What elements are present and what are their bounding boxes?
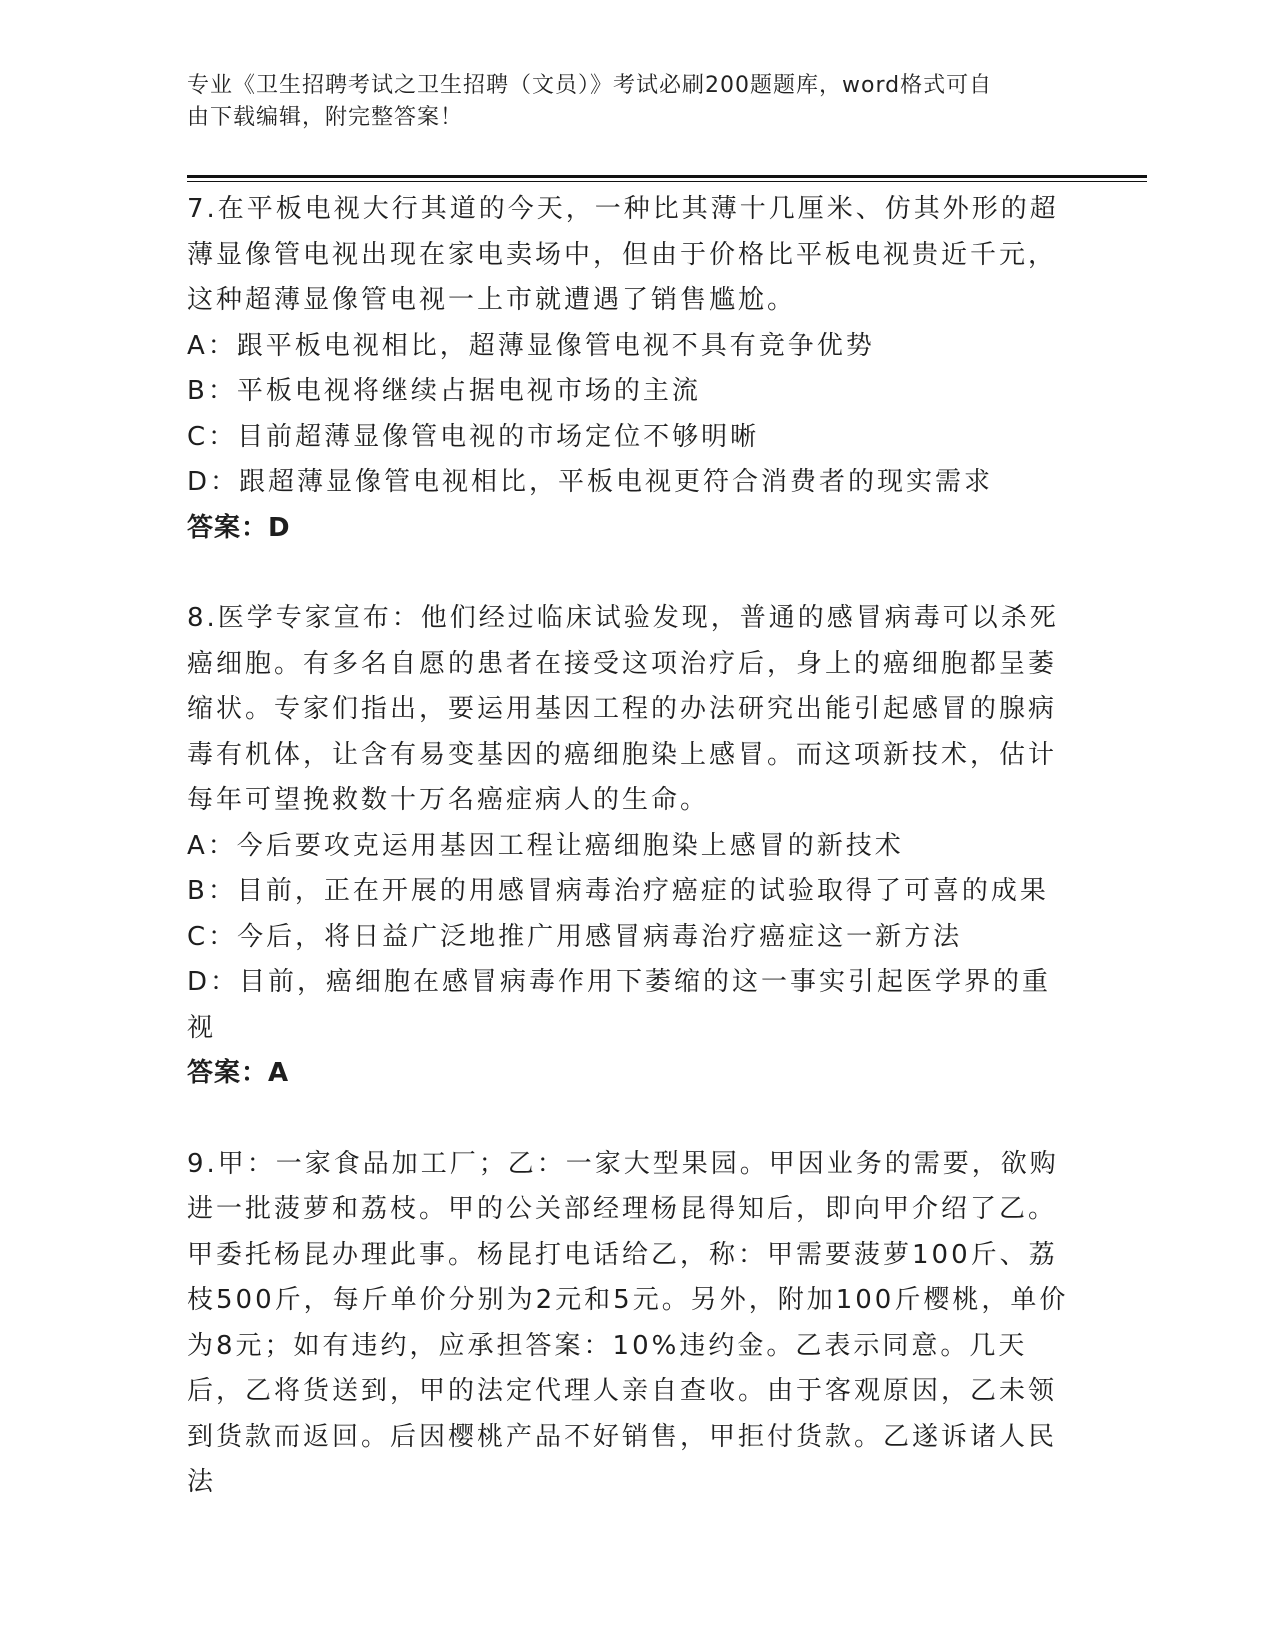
question-7 xyxy=(187,187,1077,551)
answer-label: 答案：D xyxy=(187,512,291,543)
option-b: B：目前，正在开展的用感冒病毒治疗癌症的试验取得了可喜的成果 xyxy=(187,876,1049,906)
header-divider xyxy=(187,175,1147,178)
option-a: A：今后要攻克运用基因工程让癌细胞染上感冒的新技术 xyxy=(187,830,904,861)
option-b: B：平板电视将继续占据电视市场的主流 xyxy=(187,376,701,406)
option-d: D：目前，癌细胞在感冒病毒作用下萎缩的这一事实引起医学界的重视 xyxy=(187,967,1052,1043)
header-title-line-1: 专业《卫生招聘考试之卫生招聘（文员）》考试必刷200题题库，word格式可自 xyxy=(187,73,993,98)
option-a: A：跟平板电视相比，超薄显像管电视不具有竞争优势 xyxy=(187,330,875,361)
option-d: D：跟超薄显像管电视相比，平板电视更符合消费者的现实需求 xyxy=(187,467,994,497)
question-stem: 9.甲：一家食品加工厂；乙：一家大型果园。甲因业务的需要，欲购进一批菠萝和荔枝。甲的公关部经理杨昆得知后，即向甲介绍了乙。甲委托杨昆办理此事。杨昆打电话给乙，称：甲需要菠萝100斤、荔枝500斤，每斤单价分别为2元和5元。另外，附加100斤樱桃，单价为8元；如有违约，应承担答案：10%违约金。乙表示同意。几天后，乙将货送到，甲的法定代理人亲自查收。由于客观原因，乙未领到货款而返回。后因樱桃产品不好销售，甲拒付货款。乙遂诉诸人民法 xyxy=(187,1148,1069,1497)
question-9 xyxy=(187,1142,1077,1506)
answer-label: 答案：A xyxy=(187,1058,290,1088)
question-list xyxy=(187,187,1077,1506)
question-stem: 7.在平板电视大行其道的今天，一种比其薄十几厘米、仿其外形的超薄显像管电视出现在家电卖场中，但由于价格比平板电视贵近千元，这种超薄显像管电视一上市就遭遇了销售尴尬。 xyxy=(187,194,1059,315)
document-header xyxy=(187,70,1067,134)
option-c: C：目前超薄显像管电视的市场定位不够明晰 xyxy=(187,421,760,452)
question-8 xyxy=(187,596,1077,1097)
header-title-line-2: 由下载编辑，附完整答案！ xyxy=(187,105,464,130)
header-divider-thin xyxy=(187,181,1147,182)
option-c: C：今后，将日益广泛地推广用感冒病毒治疗癌症这一新方法 xyxy=(187,921,963,952)
question-stem: 8.医学专家宣布：他们经过临床试验发现，普通的感冒病毒可以杀死癌细胞。有多名自愿的患者在接受这项治疗后，身上的癌细胞都呈萎缩状。专家们指出，要运用基因工程的办法研究出能引起感冒的腺病毒有机体，让含有易变基因的癌细胞染上感冒。而这项新技术，估计每年可望挽救数十万名癌症病人的生命。 xyxy=(187,603,1059,815)
